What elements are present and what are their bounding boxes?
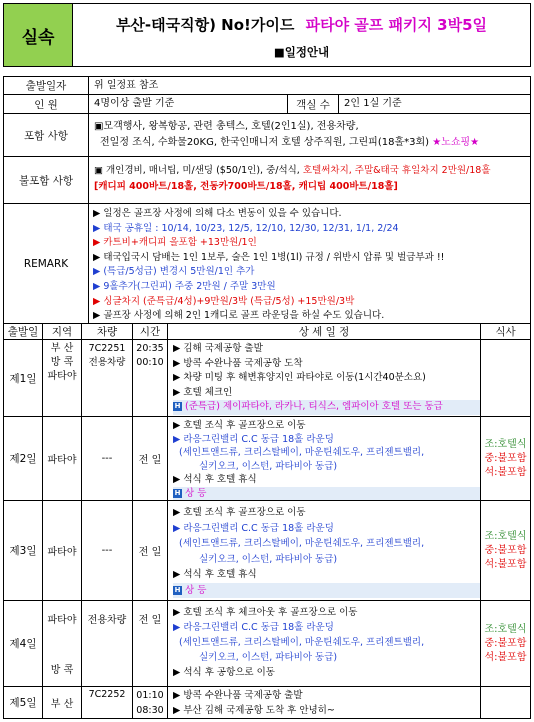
remark-line: ▶ (특급/5성급) 변경시 5만원/1인 추가 <box>93 266 255 278</box>
day3-line: (세인트앤드류, 크리스탈베이, 마운틴쉐도우, 프리젠트밸리, <box>179 538 425 549</box>
day1-line: ▶ 차량 미팅 후 해변휴양지인 파타야로 이동(1시간40분소요) <box>173 372 426 383</box>
col-header-vehicle: 차량 <box>81 323 133 340</box>
included-line-2 <box>94 135 530 151</box>
excluded-surcharge: 호텔써차지, 주말&태국 휴일차지 2만원/18홀 <box>302 165 491 176</box>
remark-line: ▶ 태국 공휴일 : 10/14, 10/23, 12/5, 12/10, 12/30, 12/31, 1/1, 2/24 <box>93 222 399 234</box>
day4-line: ▶ 호텔 조식 후 체크아웃 후 골프장으로 이동 <box>173 607 358 618</box>
day2-meal <box>480 416 531 501</box>
excluded-label: 불포함 사항 <box>3 156 89 204</box>
day2-hotel <box>173 487 480 501</box>
remark-line: ▶ 9홀추가(그린피) 주중 2만원 / 주말 3만원 <box>93 280 276 292</box>
excluded-line-2: [캐디피 400바트/18홀, 전동카700바트/18홀, 캐디팁 400바트/18홀] <box>94 181 398 192</box>
hotel-icon: H <box>174 488 181 497</box>
day1-time <box>132 339 168 417</box>
day3-lunch: 중:불포함 <box>484 544 527 556</box>
day1-vehicle <box>81 339 133 417</box>
day1-car: 전용차량 <box>88 357 126 368</box>
day5-detail <box>167 686 481 719</box>
day4-vehicle-text: 전용차량 <box>87 615 127 626</box>
day1-line: ▶ 김해 국제공항 출발 <box>173 343 263 354</box>
day5-region: 부 산 <box>42 686 82 719</box>
day5-time <box>132 686 168 719</box>
day5-time-1: 01:10 <box>136 690 164 701</box>
remark-line: ▶ 골프장 사정에 의해 2인 1캐디로 골프 라운딩을 하실 수도 있습니다. <box>93 310 385 322</box>
day3-meal <box>480 500 531 601</box>
day1-line: ▶ 호텔 체크인 <box>173 386 233 398</box>
included-label: 포함 사항 <box>3 113 89 157</box>
day3-line: ▶ 라응그린밸리 C.C 동급 18홀 라운딩 <box>173 522 334 534</box>
day5-vehicle <box>81 686 133 719</box>
day1-hotel <box>173 400 480 415</box>
day1-region <box>42 339 82 417</box>
day3-detail <box>167 500 481 601</box>
day3-line: ▶ 석식 후 호텔 휴식 <box>173 569 257 580</box>
col-header-day: 출발일 <box>3 323 43 340</box>
included-value <box>88 113 531 157</box>
day1-detail <box>167 339 481 417</box>
hotel-icon: H <box>174 585 181 594</box>
remark-label: REMARK <box>3 203 89 324</box>
subtitle: ■일정안내 <box>273 45 330 59</box>
day3-dinner: 석:불포함 <box>484 558 527 570</box>
day4-detail <box>167 600 481 687</box>
day2-line: ▶ 석식 후 호텔 휴식 <box>173 474 257 486</box>
day2-dinner: 석:불포함 <box>484 466 527 478</box>
day3-breakfast: 조:호텔식 <box>484 530 527 542</box>
day2-breakfast: 조:호텔식 <box>484 438 527 450</box>
package-tag-label: 실속 <box>21 27 55 48</box>
day1-label: 제1일 <box>3 339 43 417</box>
day3-region: 파타야 <box>42 500 82 601</box>
day1-time-2: 00:10 <box>136 357 164 368</box>
day3-line: ▶ 호텔 조식 후 골프장으로 이동 <box>173 507 306 518</box>
day3-time: 전 일 <box>132 500 168 601</box>
day4-line: ▶ 라응그린밸리 C.C 동급 18홀 라운딩 <box>173 622 334 633</box>
day5-time-2: 08:30 <box>136 705 164 716</box>
day1-region-3: 파타야 <box>47 371 77 382</box>
remark-line: ▶ 일정은 골프장 사정에 의해 다소 변동이 있을 수 있습니다. <box>93 208 342 219</box>
people-value: 4명이상 출발 기준 <box>88 94 288 114</box>
room-label: 객실 수 <box>287 94 339 114</box>
day1-time-1: 20:35 <box>136 343 164 354</box>
no-shopping-badge: ★노쇼핑★ <box>432 137 480 148</box>
day2-time: 전 일 <box>132 416 168 501</box>
day1-hotel-text: (준특급) 제이파타야, 라카나, 티식스, 엠파이아 호텔 또는 동급 <box>185 401 443 412</box>
col-header-meal: 식사 <box>480 323 531 340</box>
day3-hotel-text: 상 등 <box>185 584 207 596</box>
included-line-2-text: 전일정 조식, 수화물20KG, 한국인매니저 호텔 상주직원, 그린피(18홀*3회) <box>100 137 430 148</box>
day3-vehicle: --- <box>81 500 133 601</box>
day4-line: 실키오크, 이스턴, 파타비아 동급) <box>199 652 338 663</box>
people-label: 인 원 <box>3 94 89 114</box>
day3-hotel <box>173 583 480 599</box>
day4-label: 제4일 <box>3 600 43 687</box>
day2-line: ▶ 라응그린밸리 C.C 동급 18홀 라운딩 <box>173 433 334 445</box>
col-header-time: 시간 <box>132 323 168 340</box>
day4-region-2: 방 콕 <box>50 665 74 676</box>
day3-line: 실키오크, 이스턴, 파타비아 동급) <box>199 553 338 565</box>
day5-flight: 7C2252 <box>88 689 126 700</box>
remark-list <box>88 203 531 324</box>
day3-label: 제3일 <box>3 500 43 601</box>
title-box <box>72 3 531 67</box>
hotel-icon: H <box>174 402 181 410</box>
title-highlight: 파타야 골프 패키지 3박5일 <box>305 16 488 34</box>
room-value: 2인 1실 기준 <box>338 94 531 114</box>
day2-detail <box>167 416 481 501</box>
day2-label: 제2일 <box>3 416 43 501</box>
day2-line: 실키오크, 이스턴, 파타비아 동급) <box>199 460 338 472</box>
depart-value: 위 일정표 참조 <box>88 76 531 95</box>
day4-lunch: 중:불포함 <box>484 637 527 649</box>
package-tag <box>3 3 73 67</box>
day4-breakfast: 조:호텔식 <box>484 623 527 635</box>
day5-line: ▶ 부산 김해 국제공항 도착 후 안녕히~ <box>173 705 335 716</box>
day5-meal <box>480 686 531 719</box>
col-header-detail: 상 세 일 정 <box>167 323 481 340</box>
excluded-line-1 <box>94 163 530 179</box>
page-title <box>73 14 530 35</box>
day1-flight: 7C2251 <box>88 343 126 354</box>
remark-line: ▶ 태국입국시 담배는 1인 1보루, 술은 1인 1병(1l) 규정 / 위반시 압류 및 벌금부과 !! <box>93 251 445 263</box>
day4-dinner: 석:불포함 <box>484 651 527 663</box>
excluded-value <box>88 156 531 204</box>
day4-line: (세인트앤드류, 크리스탈베이, 마운틴쉐도우, 프리젠트밸리, <box>179 637 425 648</box>
remark-line: ▶ 카트비+캐디피 올포함 +13만원/1인 <box>93 237 257 249</box>
depart-label: 출발일자 <box>3 76 89 95</box>
day4-region-1: 파타야 <box>47 615 77 626</box>
day4-meal <box>480 600 531 687</box>
day2-vehicle: --- <box>81 416 133 501</box>
day5-line: ▶ 방콕 수완나품 국제공항 출발 <box>173 690 303 701</box>
included-line-1: ▣모객행사, 왕복항공, 관련 총텍스, 호텔(2인1실), 전용차량, <box>94 121 359 132</box>
day2-hotel-text: 상 등 <box>185 487 207 499</box>
day4-line: ▶ 석식 후 공항으로 이동 <box>173 667 275 678</box>
day2-line: (세인트앤드류, 크리스탈베이, 마운틴쉐도우, 프리젠트밸리, <box>179 447 425 459</box>
day4-time <box>132 600 168 687</box>
day1-meal <box>480 339 531 417</box>
day2-lunch: 중:불포함 <box>484 452 527 464</box>
excluded-line-1-text: ▣ 개인경비, 매너팁, 미/샌딩 ($50/1인), 중/석식, <box>94 165 300 176</box>
day4-vehicle <box>81 600 133 687</box>
day4-time-text: 전 일 <box>138 615 162 626</box>
day5-label: 제5일 <box>3 686 43 719</box>
day2-line: ▶ 호텔 조식 후 골프장으로 이동 <box>173 420 306 431</box>
day4-region <box>42 600 82 687</box>
col-header-region: 지역 <box>42 323 82 340</box>
title-main: 부산-태국직항) No!가이드 <box>115 16 295 34</box>
day1-region-1: 부 산 <box>50 343 74 354</box>
day2-region: 파타야 <box>42 416 82 501</box>
remark-line: ▶ 싱글차지 (준특급/4성)+9만원/3박 (특급/5성) +15만원/3박 <box>93 295 355 307</box>
day1-line: ▶ 방콕 수완나품 국제공항 도착 <box>173 357 303 369</box>
day1-region-2: 방 콕 <box>50 357 74 368</box>
